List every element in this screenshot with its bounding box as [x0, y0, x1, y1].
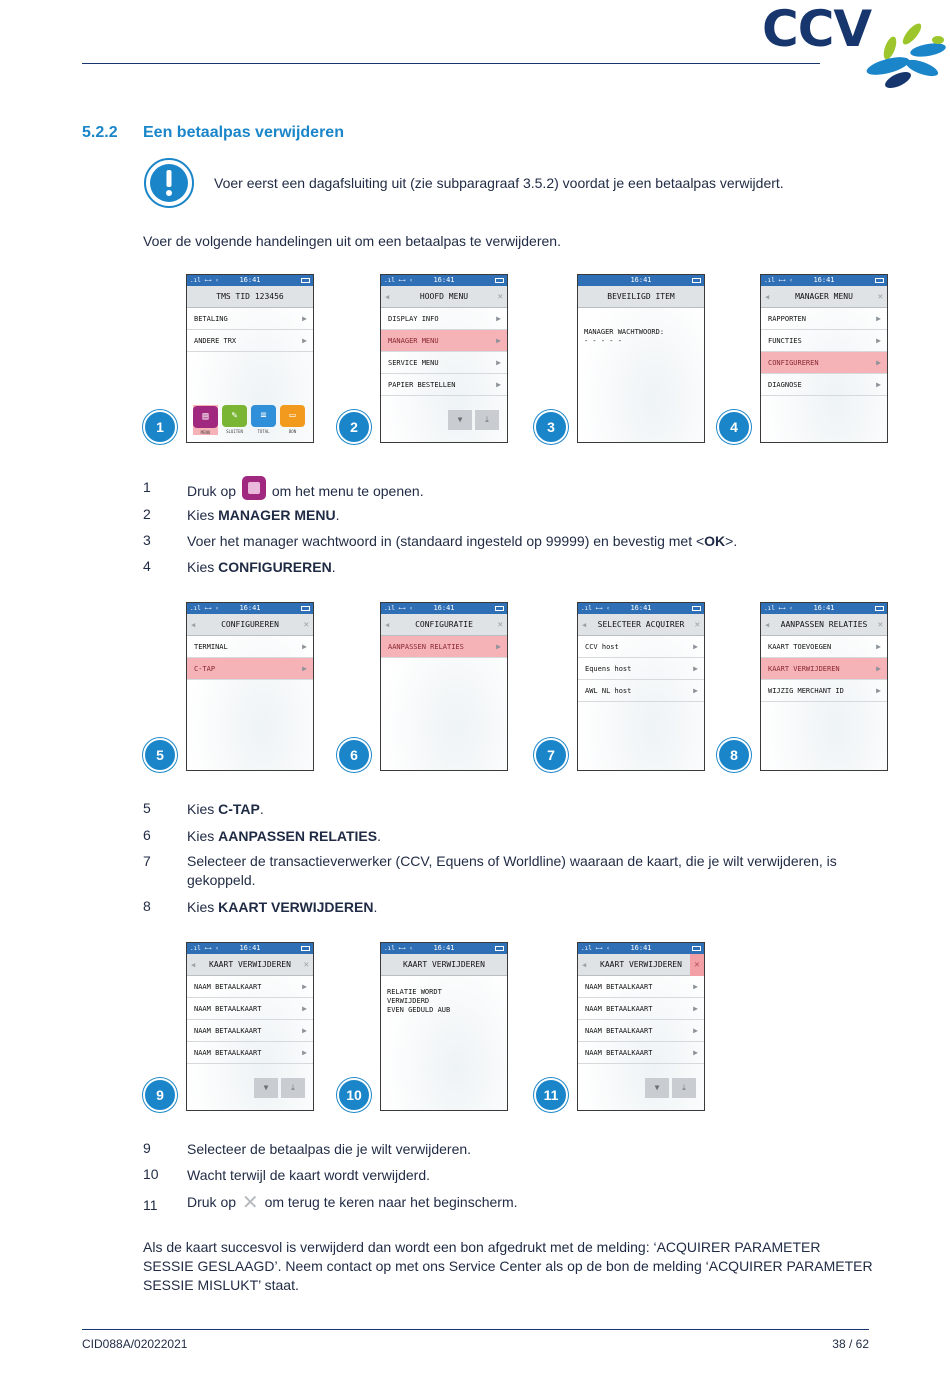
battery-icon [495, 946, 504, 951]
page-nav [645, 1078, 696, 1098]
ccv-logo [762, 0, 946, 96]
menu-button-icon [242, 476, 266, 500]
scroll-down-icon[interactable]: ▼ [645, 1078, 669, 1098]
section-number: 5.2.2 [82, 124, 118, 141]
back-icon[interactable]: ◀ [191, 961, 196, 969]
screen-title: ◀ CONFIGUREREN ✕ [187, 614, 313, 636]
step-badge: 5 [143, 738, 177, 772]
back-icon[interactable]: ◀ [582, 621, 587, 629]
step-number: 4 [143, 558, 151, 574]
step-number: 5 [143, 800, 151, 816]
scroll-end-icon[interactable]: ⤓ [475, 410, 499, 430]
arrow-right-icon: ▶ [496, 314, 501, 323]
step-text: Selecteer de transactieverwerker (CCV, Equens of Worldline) waaraan de kaart, die je wilt verwijderen, is gekoppeld. [187, 853, 837, 888]
arrow-right-icon: ▶ [876, 358, 881, 367]
battery-icon [301, 946, 310, 951]
screen-title: ◀ CONFIGURATIE ✕ [381, 614, 507, 636]
step-badge: 10 [337, 1078, 371, 1112]
close-icon: ✕ [241, 1192, 259, 1214]
back-icon[interactable]: ◀ [765, 293, 770, 301]
back-icon[interactable]: ◀ [765, 621, 770, 629]
menu-item-selected[interactable]: AANPASSEN RELATIES ▶ [381, 636, 507, 658]
screen-title: TMS TID 123456 [187, 286, 313, 308]
terminal-screen-8 [760, 602, 888, 771]
close-icon[interactable]: ✕ [694, 620, 700, 630]
battery-icon [301, 278, 310, 283]
menu-item[interactable]: NAAM BETAALKAART ▶ [578, 998, 704, 1020]
step-badge: 11 [534, 1078, 568, 1112]
step-text: Kies AANPASSEN RELATIES. [187, 828, 381, 844]
battery-icon [692, 278, 701, 283]
arrow-right-icon: ▶ [302, 1048, 307, 1057]
arrow-right-icon: ▶ [496, 336, 501, 345]
arrow-right-icon: ▶ [876, 642, 881, 651]
close-icon[interactable]: ✕ [497, 292, 503, 302]
step-text: Selecteer de betaalpas die je wilt verwijderen. [187, 1141, 472, 1157]
arrow-right-icon: ▶ [302, 642, 307, 651]
menu-item[interactable]: AWL NL host ▶ [578, 680, 704, 702]
menu-item-selected[interactable]: CONFIGUREREN ▶ [761, 352, 887, 374]
status-bar: 16:41 [578, 275, 704, 286]
status-bar: .ıl ←→ ‹ 16:41 [761, 275, 887, 286]
header-rule [82, 63, 820, 64]
arrow-right-icon: ▶ [693, 664, 698, 673]
step-text: Kies MANAGER MENU. [187, 507, 340, 523]
screen-message: RELATIE WORDT VERWIJDERD EVEN GEDULD AUB [387, 988, 451, 1014]
menu-item[interactable]: NAAM BETAALKAART ▶ [187, 976, 313, 998]
step-text: Wacht terwijl de kaart wordt verwijderd. [187, 1167, 431, 1183]
step-number: 7 [143, 853, 151, 869]
arrow-right-icon: ▶ [302, 336, 307, 345]
step-badge: 8 [717, 738, 751, 772]
arrow-right-icon: ▶ [693, 686, 698, 695]
back-icon[interactable]: ◀ [385, 621, 390, 629]
section-title: Een betaalpas verwijderen [143, 124, 344, 141]
terminal-screen-4 [760, 274, 888, 443]
screen-title: ◀ SELECTEER ACQUIRER ✕ [578, 614, 704, 636]
battery-icon [301, 606, 310, 611]
intro-text: Voer de volgende handelingen uit om een betaalpas te verwijderen. [143, 233, 561, 249]
step-text: Kies C-TAP. [187, 801, 264, 817]
screen-title: ◀ AANPASSEN RELATIES ✕ [761, 614, 887, 636]
screen-title: BEVEILIGD ITEM [578, 286, 704, 308]
menu-item[interactable]: NAAM BETAALKAART ▶ [187, 1020, 313, 1042]
page-number: 38 / 62 [832, 1337, 869, 1351]
status-bar: .ıl ←→ ‹ 16:41 [381, 275, 507, 286]
terminal-screen-1 [186, 274, 314, 443]
step-badge: 2 [337, 410, 371, 444]
arrow-right-icon: ▶ [302, 1004, 307, 1013]
step-text: Voer het manager wachtwoord in (standaard ingesteld op 99999) en bevestig met <OK>. [187, 533, 738, 549]
battery-icon [875, 606, 884, 611]
menu-item-selected[interactable]: C-TAP ▶ [187, 658, 313, 680]
terminal-screen-10 [380, 942, 508, 1111]
screen-title: ◀ HOOFD MENU ✕ [381, 286, 507, 308]
receipt-tile[interactable]: ▭ BON [280, 405, 305, 435]
logo-text: CCV [762, 0, 872, 58]
menu-item[interactable]: NAAM BETAALKAART ▶ [578, 1042, 704, 1064]
arrow-right-icon: ▶ [302, 664, 307, 673]
arrow-right-icon: ▶ [302, 982, 307, 991]
back-icon[interactable]: ◀ [191, 621, 196, 629]
total-tile[interactable]: ≡ TOTAL [251, 405, 276, 435]
password-field[interactable]: - - - - - [584, 337, 622, 345]
arrow-right-icon: ▶ [693, 1026, 698, 1035]
status-bar: .ıl ←→ ‹ 16:41 [578, 943, 704, 954]
step-number: 10 [143, 1166, 159, 1182]
home-tiles [193, 405, 305, 435]
step-text: Kies KAART VERWIJDEREN. [187, 899, 378, 915]
terminal-screen-2 [380, 274, 508, 443]
step-badge: 6 [337, 738, 371, 772]
menu-tile[interactable]: ▤ MENU [193, 405, 218, 435]
battery-icon [495, 606, 504, 611]
menu-item[interactable]: DIAGNOSE ▶ [761, 374, 887, 396]
scroll-down-icon[interactable]: ▼ [254, 1078, 278, 1098]
back-icon[interactable]: ◀ [385, 293, 390, 301]
scroll-end-icon[interactable]: ⤓ [281, 1078, 305, 1098]
arrow-right-icon: ▶ [693, 642, 698, 651]
step-text: Druk op ✕ om terug te keren naar het beginscherm. [187, 1192, 518, 1214]
screen-message: MANAGER WACHTWOORD: - - - - - [578, 308, 704, 346]
status-bar: .ıl ←→ ‹ 16:41 [381, 603, 507, 614]
back-icon[interactable]: ◀ [582, 961, 587, 969]
arrow-right-icon: ▶ [876, 664, 881, 673]
screen-title: KAART VERWIJDEREN [381, 954, 507, 976]
page-nav [448, 410, 499, 430]
menu-item[interactable]: WIJZIG MERCHANT ID ▶ [761, 680, 887, 702]
scroll-end-icon[interactable]: ⤓ [672, 1078, 696, 1098]
close-icon[interactable]: ✕ [690, 954, 704, 976]
close-icon[interactable]: ✕ [303, 960, 309, 970]
menu-item[interactable]: NAAM BETAALKAART ▶ [187, 1042, 313, 1064]
step-text: Kies CONFIGUREREN. [187, 559, 336, 575]
menu-item[interactable]: FUNCTIES ▶ [761, 330, 887, 352]
close-icon[interactable]: ✕ [877, 620, 883, 630]
menu-item[interactable]: DISPLAY INFO ▶ [381, 308, 507, 330]
battery-icon [495, 278, 504, 283]
arrow-right-icon: ▶ [693, 1004, 698, 1013]
battery-icon [875, 278, 884, 283]
terminal-screen-3 [577, 274, 705, 443]
step-number: 1 [143, 479, 151, 495]
terminal-screen-5 [186, 602, 314, 771]
status-bar: .ıl ←→ ‹ 16:41 [578, 603, 704, 614]
battery-icon [692, 946, 701, 951]
terminal-screen-9 [186, 942, 314, 1111]
arrow-right-icon: ▶ [496, 358, 501, 367]
step-number: 11 [143, 1197, 158, 1213]
status-bar: .ıl ←→ ‹ 16:41 [381, 943, 507, 954]
step-number: 3 [143, 532, 151, 548]
step-text: Druk op om het menu te openen. [187, 476, 877, 501]
close-day-tile[interactable]: ✎ SLUITEN [222, 405, 247, 435]
menu-item[interactable]: KAART TOEVOEGEN ▶ [761, 636, 887, 658]
notice-text: Voer eerst een dagafsluiting uit (zie subparagraaf 3.5.2) voordat je een betaalpas verwijdert. [214, 175, 784, 191]
page-nav [254, 1078, 305, 1098]
arrow-right-icon: ▶ [876, 336, 881, 345]
step-badge: 7 [534, 738, 568, 772]
status-bar: .ıl ←→ ‹ 16:41 [187, 603, 313, 614]
status-bar: .ıl ←→ ‹ 16:41 [187, 275, 313, 286]
screen-title: ◀ KAART VERWIJDEREN ✕ [187, 954, 313, 976]
step-number: 6 [143, 827, 151, 843]
menu-item[interactable]: CCV host ▶ [578, 636, 704, 658]
close-icon[interactable]: ✕ [497, 620, 503, 630]
menu-item[interactable]: NAAM BETAALKAART ▶ [578, 1020, 704, 1042]
status-bar: .ıl ←→ ‹ 16:41 [761, 603, 887, 614]
menu-item[interactable]: BETALING ▶ [187, 308, 313, 330]
exclamation-icon [143, 157, 195, 209]
arrow-right-icon: ▶ [876, 380, 881, 389]
arrow-right-icon: ▶ [876, 314, 881, 323]
menu-item[interactable]: RAPPORTEN ▶ [761, 308, 887, 330]
arrow-right-icon: ▶ [693, 1048, 698, 1057]
menu-item[interactable]: ANDERE TRX ▶ [187, 330, 313, 352]
scroll-down-icon[interactable]: ▼ [448, 410, 472, 430]
arrow-right-icon: ▶ [693, 982, 698, 991]
close-icon[interactable]: ✕ [303, 620, 309, 630]
document-id: CID088A/02022021 [82, 1337, 188, 1351]
arrow-right-icon: ▶ [496, 642, 501, 651]
menu-item[interactable]: NAAM BETAALKAART ▶ [578, 976, 704, 998]
step-badge: 1 [143, 410, 177, 444]
arrow-right-icon: ▶ [302, 1026, 307, 1035]
terminal-screen-11 [577, 942, 705, 1111]
status-bar: .ıl ←→ ‹ 16:41 [187, 943, 313, 954]
screen-title: ◀ KAART VERWIJDEREN ✕ [578, 954, 704, 976]
logo-flower-icon [762, 0, 946, 96]
menu-item-selected[interactable]: MANAGER MENU ▶ [381, 330, 507, 352]
screen-title: ◀ MANAGER MENU ✕ [761, 286, 887, 308]
close-icon[interactable]: ✕ [877, 292, 883, 302]
arrow-right-icon: ▶ [496, 380, 501, 389]
step-badge: 4 [717, 410, 751, 444]
battery-icon [692, 606, 701, 611]
step-number: 8 [143, 898, 151, 914]
footer-rule [82, 1329, 869, 1330]
arrow-right-icon: ▶ [876, 686, 881, 695]
menu-item[interactable]: PAPIER BESTELLEN ▶ [381, 374, 507, 396]
step-number: 2 [143, 506, 151, 522]
step-badge: 9 [143, 1078, 177, 1112]
terminal-screen-6 [380, 602, 508, 771]
final-note: Als de kaart succesvol is verwijderd dan wordt een bon afgedrukt met de melding: ‘ACQUIRER PARAMETER SESSIE GESLAAGD’. Neem contact op met ons Service Center als op de bon de melding ‘ACQUIRER PARAMETER SESSIE MISLUKT’ staat. [143, 1239, 873, 1293]
step-number: 9 [143, 1140, 151, 1156]
arrow-right-icon: ▶ [302, 314, 307, 323]
step-badge: 3 [534, 410, 568, 444]
menu-item[interactable]: NAAM BETAALKAART ▶ [187, 998, 313, 1020]
terminal-screen-7 [577, 602, 705, 771]
menu-item[interactable]: TERMINAL ▶ [187, 636, 313, 658]
menu-item[interactable]: Equens host ▶ [578, 658, 704, 680]
menu-item[interactable]: SERVICE MENU ▶ [381, 352, 507, 374]
menu-item-selected[interactable]: KAART VERWIJDEREN ▶ [761, 658, 887, 680]
